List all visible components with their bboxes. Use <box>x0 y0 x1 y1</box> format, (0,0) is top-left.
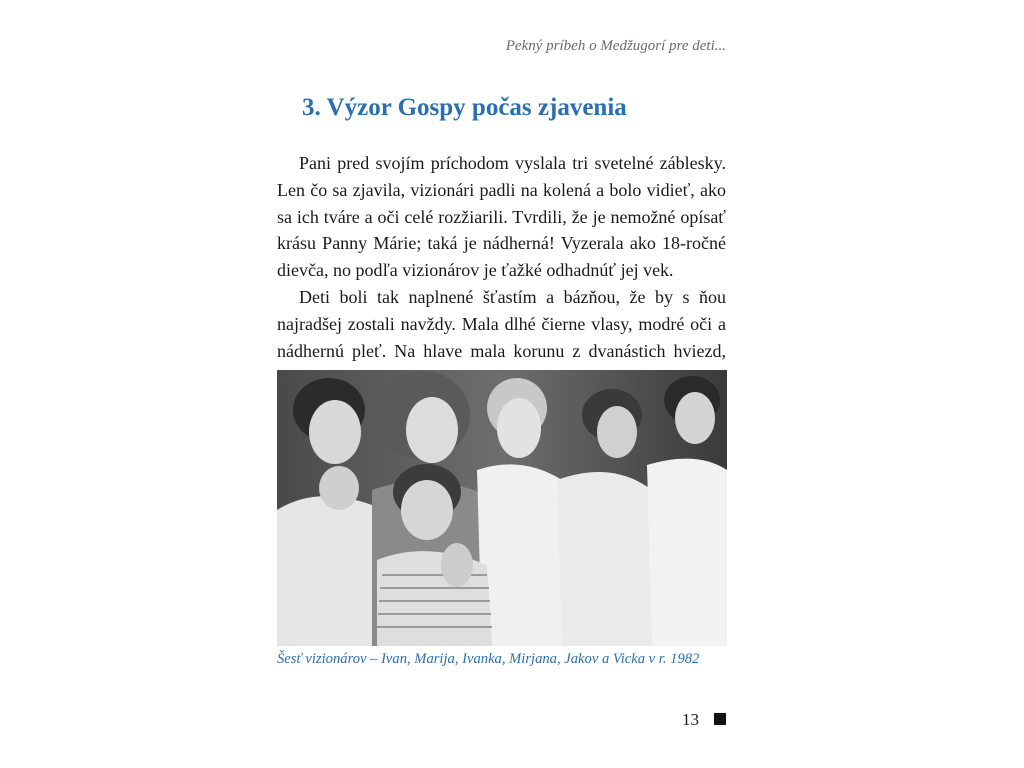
running-head: Pekný príbeh o Medžugorí pre deti... <box>505 38 726 54</box>
visionaries-photo <box>277 370 727 646</box>
page-marker-square <box>714 713 726 725</box>
visionaries-photo-illustration <box>277 370 727 646</box>
chapter-title: 3. Výzor Gospy počas zjavenia <box>302 94 627 121</box>
page-number: 13 <box>682 710 699 729</box>
body-text <box>277 150 726 391</box>
paragraph-1: Pani pred svojím príchodom vyslala tri svetelné záblesky. Len čo sa zjavila, vizionári padli na kolená a bolo vidieť, ako sa ich tváre a oči celé rozžiarili. Tvrdili, že je nemožné opísať krásu Panny Márie; taká je nádherná! Vyzerala ako 18-ročné dievča, no podľa vizionárov je ťažké odhadnúť jej vek. <box>277 153 726 281</box>
paragraph-2: Deti boli tak naplnené šťastím a bázňou, že by s ňou najradšej zostali navždy. Mala dlhé čierne vlasy, modré oči a nádhernú pleť. Na hlave mala korunu z dvanástich hviezd, <box>277 286 726 361</box>
figure-caption: Šesť vizionárov – Ivan, Marija, Ivanka, Mirjana, Jakov a Vicka v r. 1982 <box>277 651 700 667</box>
